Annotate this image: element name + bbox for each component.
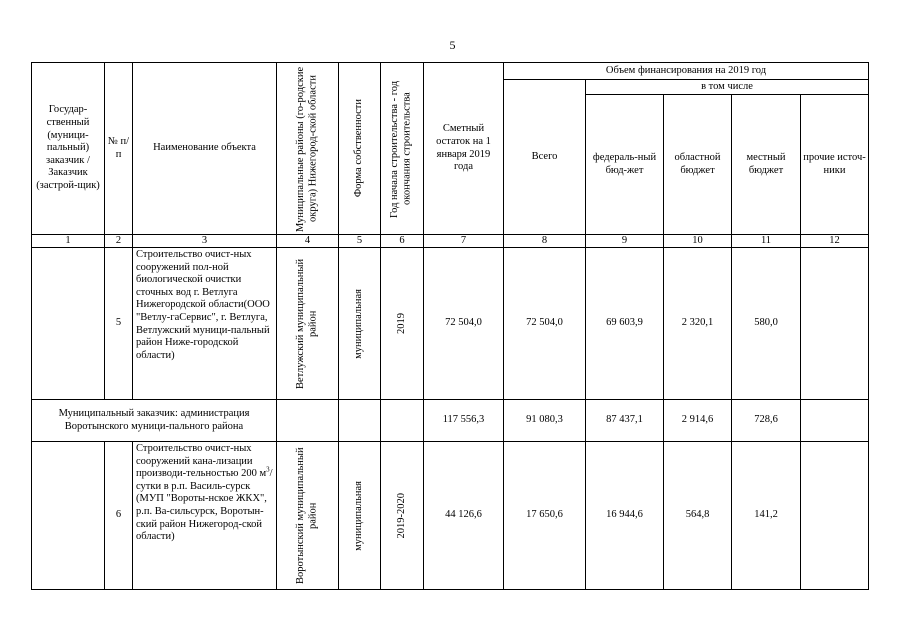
column-numbers-row <box>32 235 869 248</box>
financing-table <box>31 62 869 590</box>
regional-value: 2 320,1 <box>664 248 732 400</box>
object-name <box>133 442 277 590</box>
ownership-text: муниципальная <box>353 288 365 359</box>
header-other: прочие источ-ники <box>801 95 869 235</box>
district-cell <box>277 442 339 590</box>
ownership-cell <box>339 442 381 590</box>
header-districts-text: Муниципальные районы (го-родские округа) Нижегород-ской области <box>294 65 319 232</box>
object-name-part2: /сутки в р.п. Василь-сурск (МУП "Вороты-нское ЖКХ", р.п. Ва-сильсурск, Воротын-ский район Нижегород-ской области) <box>136 468 273 543</box>
district-text: Воротынский муниципальный район <box>294 447 319 584</box>
empty-cell <box>277 400 339 442</box>
column-number: 10 <box>664 235 732 248</box>
local-value: 580,0 <box>732 248 801 400</box>
federal-value: 16 944,6 <box>586 442 664 590</box>
column-number: 7 <box>424 235 504 248</box>
column-number: 6 <box>381 235 424 248</box>
years-cell <box>381 248 424 400</box>
local-value: 728,6 <box>732 400 801 442</box>
column-number: 2 <box>105 235 133 248</box>
header-years <box>381 63 424 235</box>
object-name: Строительство очист-ных сооружений пол-ной биологической очистки сточных вод г. Ветлуга Нижегородской области(ООО "Ветлу-гаСервис", г. Ветлуга, Ветлужский муници-пальный район Ниже-городской области) <box>133 248 277 400</box>
total-value: 72 504,0 <box>504 248 586 400</box>
balance-value: 117 556,3 <box>424 400 504 442</box>
table-row <box>32 442 869 590</box>
header-num: № п/п <box>105 63 133 235</box>
row-number: 5 <box>105 248 133 400</box>
total-value: 91 080,3 <box>504 400 586 442</box>
years-text: 2019 <box>395 313 407 334</box>
customer-name: Муниципальный заказчик: администрация Воротынского муници-пального района <box>32 400 277 442</box>
empty-cell <box>381 400 424 442</box>
header-total: Всего <box>504 80 586 235</box>
column-number: 4 <box>277 235 339 248</box>
object-name-part1: Строительство очист-ных сооружений кана-лизации производи-тельностью 200 м <box>136 443 267 480</box>
ownership-cell <box>339 248 381 400</box>
column-number: 5 <box>339 235 381 248</box>
page-number: 5 <box>449 38 456 52</box>
federal-value: 69 603,9 <box>586 248 664 400</box>
header-financing: Объем финансирования на 2019 год <box>504 63 869 80</box>
federal-value: 87 437,1 <box>586 400 664 442</box>
other-value <box>801 248 869 400</box>
years-text: 2019-2020 <box>395 492 407 539</box>
header-federal: федераль-ный бюд-жет <box>586 95 664 235</box>
row-number: 6 <box>105 442 133 590</box>
row-customer-cell <box>32 248 105 400</box>
district-text: Ветлужский муниципальный район <box>294 258 319 389</box>
header-including: в том числе <box>586 80 869 95</box>
header-customer: Государ-ственный (муници-пальный) заказчик / Заказчик (застрой-щик) <box>32 63 105 235</box>
header-ownership <box>339 63 381 235</box>
other-value <box>801 400 869 442</box>
column-number: 11 <box>732 235 801 248</box>
header-ownership-text: Форма собственности <box>353 99 365 198</box>
header-estimated-balance: Сметный остаток на 1 января 2019 года <box>424 63 504 235</box>
column-number: 1 <box>32 235 105 248</box>
customer-row <box>32 400 869 442</box>
header-regional: областной бюджет <box>664 95 732 235</box>
balance-value: 44 126,6 <box>424 442 504 590</box>
regional-value: 564,8 <box>664 442 732 590</box>
table-row <box>32 248 869 400</box>
empty-cell <box>339 400 381 442</box>
ownership-text: муниципальная <box>353 480 365 551</box>
other-value <box>801 442 869 590</box>
column-number: 12 <box>801 235 869 248</box>
header-object-name: Наименование объекта <box>133 63 277 235</box>
years-cell <box>381 442 424 590</box>
column-number: 8 <box>504 235 586 248</box>
header-local: местный бюджет <box>732 95 801 235</box>
object-name-superscript: 3 <box>266 465 270 474</box>
balance-value: 72 504,0 <box>424 248 504 400</box>
header-years-text: Год начала строительства - год окончания строительства <box>389 79 413 218</box>
row-customer-cell <box>32 442 105 590</box>
local-value: 141,2 <box>732 442 801 590</box>
header-districts <box>277 63 339 235</box>
district-cell <box>277 248 339 400</box>
column-number: 3 <box>133 235 277 248</box>
regional-value: 2 914,6 <box>664 400 732 442</box>
total-value: 17 650,6 <box>504 442 586 590</box>
column-number: 9 <box>586 235 664 248</box>
